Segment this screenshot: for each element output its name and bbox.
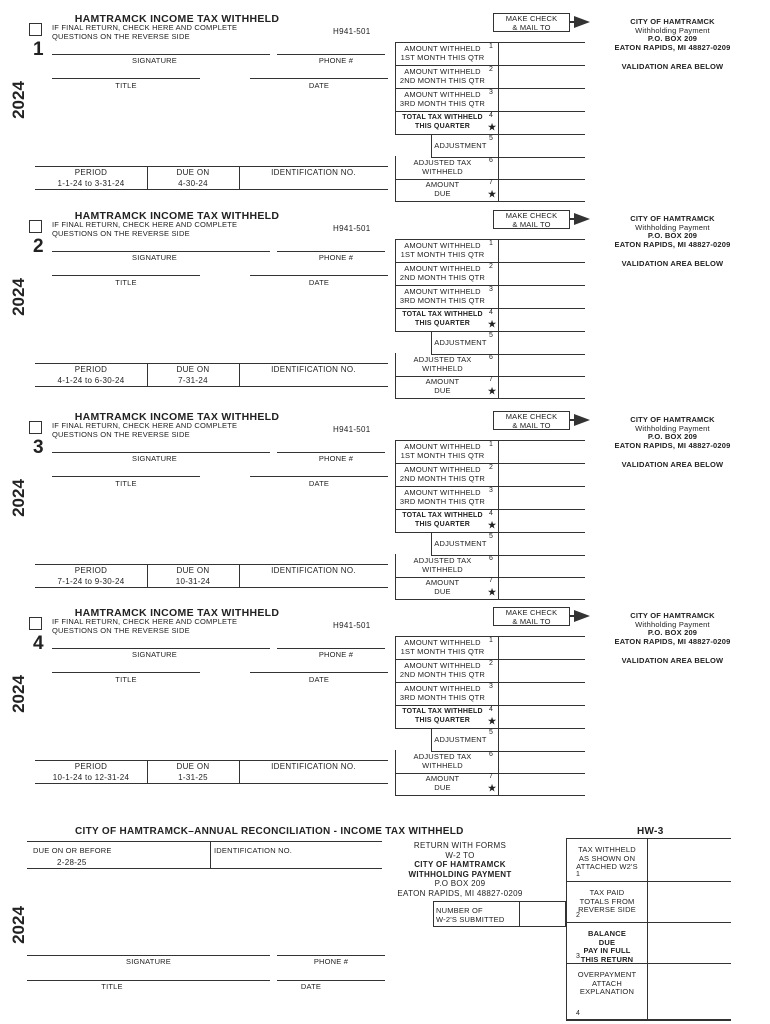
star-icon: ★ [488,783,497,793]
arrow-right-icon [574,16,590,28]
amount-field-6[interactable] [500,555,584,576]
line-label-1: AMOUNT WITHHELD 1ST MONTH THIS QTR [400,44,485,62]
final-return-line1: IF FINAL RETURN, CHECK HERE AND COMPLETE [52,23,238,32]
annual-box-label-2: TAX PAID TOTALS FROM REVERSE SIDE [578,888,636,914]
identification-label: IDENTIFICATION NO. [271,168,356,177]
amount-field-3[interactable] [500,683,584,704]
validation-area-label: VALIDATION AREA BELOW [621,259,724,268]
line-label-2: AMOUNT WITHHELD 2ND MONTH THIS QTR [399,67,486,85]
phone-field[interactable] [277,439,385,451]
signature-field[interactable] [52,635,270,647]
line-label-5: ADJUSTMENT [434,338,487,347]
amount-field-3[interactable] [500,487,584,508]
annual-amount-field-4[interactable] [649,964,729,1019]
annual-box-label-1: TAX WITHHELD AS SHOWN ON ATTACHED W2'S [576,845,638,871]
line-number-7: 7 [489,376,493,383]
line-label-2: AMOUNT WITHHELD 2ND MONTH THIS QTR [399,661,486,679]
line-label-4: TOTAL TAX WITHHELD THIS QUARTER [402,311,483,327]
date-label: DATE [308,278,330,287]
signature-field[interactable] [52,238,270,250]
line-number-6: 6 [489,354,493,361]
voucher-title: HAMTRAMCK INCOME TAX WITHHELD [74,13,280,25]
line-label-4: TOTAL TAX WITHHELD THIS QUARTER [402,708,483,724]
title-label: TITLE [115,675,137,684]
line-number-5: 5 [489,135,493,142]
final-return-line2: QUESTIONS ON THE REVERSE SIDE [52,430,190,439]
title-label: TITLE [115,81,137,90]
line-label-3: AMOUNT WITHHELD 3RD MONTH THIS QTR [399,488,486,506]
amount-field-2[interactable] [500,660,584,681]
amount-field-2[interactable] [500,263,584,284]
annual-phone-field[interactable] [277,941,385,954]
voucher-year: 2024 [9,675,28,713]
form-code: H941-501 [333,27,371,36]
amount-field-1[interactable] [500,240,584,261]
period-label: PERIOD [74,566,108,575]
line-number-3: 3 [489,89,493,96]
amount-field-5[interactable] [500,135,584,156]
annual-box-label-4: OVERPAYMENT ATTACH EXPLANATION [577,970,637,996]
title-label: TITLE [115,479,137,488]
star-icon: ★ [488,189,497,199]
line-number-2: 2 [489,66,493,73]
line-label-4: TOTAL TAX WITHHELD THIS QUARTER [402,114,483,130]
signature-field[interactable] [52,439,270,451]
line-label-2: AMOUNT WITHHELD 2ND MONTH THIS QTR [399,465,486,483]
validation-area-label: VALIDATION AREA BELOW [621,460,724,469]
final-return-checkbox[interactable] [29,421,42,434]
line-label-4: TOTAL TAX WITHHELD THIS QUARTER [402,512,483,528]
arrow-right-icon [574,414,590,426]
amount-field-3[interactable] [500,286,584,307]
annual-reconciliation [0,820,770,1024]
line-label-1: AMOUNT WITHHELD 1ST MONTH THIS QTR [400,638,485,656]
form-code: H941-501 [333,425,371,434]
line-label-6: ADJUSTED TAX WITHHELD [413,556,472,574]
period-label: PERIOD [74,762,108,771]
period-value: 10-1-24 to 12-31-24 [52,773,130,782]
due-on-value: 4-30-24 [178,179,208,188]
star-icon: ★ [488,386,497,396]
line-label-1: AMOUNT WITHHELD 1ST MONTH THIS QTR [400,241,485,259]
due-on-value: 1-31-25 [178,773,208,782]
line-number-7: 7 [489,179,493,186]
final-return-line1: IF FINAL RETURN, CHECK HERE AND COMPLETE [52,421,238,430]
annual-due-value: 2-28-25 [57,858,87,867]
voucher-year: 2024 [9,81,28,119]
line-number-2: 2 [489,263,493,270]
amount-field-1[interactable] [500,637,584,658]
line-label-3: AMOUNT WITHHELD 3RD MONTH THIS QTR [399,684,486,702]
annual-box-number-4: 4 [576,1010,580,1017]
line-label-1: AMOUNT WITHHELD 1ST MONTH THIS QTR [400,442,485,460]
line-label-5: ADJUSTMENT [434,141,487,150]
make-check-label: MAKE CHECK & MAIL TO [505,211,558,229]
line-label-5: ADJUSTMENT [434,539,487,548]
identification-field[interactable] [241,771,386,782]
arrow-right-icon [574,213,590,225]
line-number-5: 5 [489,729,493,736]
phone-label: PHONE # [318,650,354,659]
line-number-4: 4 [489,706,493,713]
amount-field-5[interactable] [500,729,584,750]
mail-to-address: CITY OF HAMTRAMCK Withholding Payment P.O. BOX 209 EATON RAPIDS, MI 48827-0209 [614,17,731,52]
title-field[interactable] [52,262,200,274]
annual-box-number-2: 2 [576,912,580,919]
validation-area-label: VALIDATION AREA BELOW [621,656,724,665]
period-label: PERIOD [74,168,108,177]
quarterly-voucher-2 [0,205,770,400]
voucher-year: 2024 [9,479,28,517]
line-number-1: 1 [489,441,493,448]
annual-id-field[interactable] [212,856,380,868]
line-label-6: ADJUSTED TAX WITHHELD [413,158,472,176]
amount-field-4[interactable] [500,309,584,330]
amount-field-3[interactable] [500,89,584,110]
form-code: H941-501 [333,621,371,630]
due-on-value: 7-31-24 [178,376,208,385]
signature-label: SIGNATURE [132,454,177,463]
amount-field-7[interactable] [500,577,584,598]
line-label-7: AMOUNT DUE [425,774,460,792]
annual-due-label: DUE ON OR BEFORE [33,846,112,855]
phone-field[interactable] [277,41,385,53]
annual-box-number-1: 1 [576,871,580,878]
identification-label: IDENTIFICATION NO. [271,365,356,374]
line-number-1: 1 [489,637,493,644]
due-on-label: DUE ON [176,168,210,177]
star-icon: ★ [488,122,497,132]
line-number-1: 1 [489,240,493,247]
form-code: H941-501 [333,224,371,233]
validation-area-label: VALIDATION AREA BELOW [621,62,724,71]
annual-box-label-3: BALANCE DUE PAY IN FULL THIS RETURN [580,929,634,964]
title-field[interactable] [52,65,200,77]
title-field[interactable] [52,463,200,475]
phone-label: PHONE # [318,253,354,262]
due-on-label: DUE ON [176,762,210,771]
line-number-4: 4 [489,112,493,119]
make-check-label: MAKE CHECK & MAIL TO [505,608,558,626]
identification-field[interactable] [241,374,386,385]
final-return-checkbox[interactable] [29,617,42,630]
period-value: 4-1-24 to 6-30-24 [57,376,125,385]
line-label-7: AMOUNT DUE [425,377,460,395]
arrow-right-icon [574,610,590,622]
amount-field-4[interactable] [500,706,584,727]
phone-label: PHONE # [318,56,354,65]
date-label: DATE [308,479,330,488]
annual-year: 2024 [9,906,28,944]
quarter-number: 3 [33,437,44,458]
period-value: 7-1-24 to 9-30-24 [57,577,125,586]
signature-label: SIGNATURE [132,56,177,65]
star-icon: ★ [488,587,497,597]
amount-field-4[interactable] [500,112,584,133]
annual-box-number-3: 3 [576,953,580,960]
annual-signature-label: SIGNATURE [126,957,171,966]
annual-phone-label: PHONE # [313,957,349,966]
annual-signature-field[interactable] [27,941,270,954]
final-return-line2: QUESTIONS ON THE REVERSE SIDE [52,626,190,635]
phone-field[interactable] [277,635,385,647]
line-label-6: ADJUSTED TAX WITHHELD [413,752,472,770]
quarterly-voucher-4 [0,602,770,797]
voucher-year: 2024 [9,278,28,316]
mail-to-address: CITY OF HAMTRAMCK Withholding Payment P.O. BOX 209 EATON RAPIDS, MI 48827-0209 [614,415,731,450]
date-field[interactable] [250,262,388,274]
annual-title-label: TITLE [101,982,123,991]
annual-title-field[interactable] [27,966,270,979]
w2-count-label: NUMBER OF W-2'S SUBMITTED [436,906,505,924]
annual-amount-field-3[interactable] [649,923,729,962]
amount-field-4[interactable] [500,510,584,531]
title-label: TITLE [115,278,137,287]
amount-field-7[interactable] [500,376,584,397]
amount-field-5[interactable] [500,332,584,353]
line-label-7: AMOUNT DUE [425,578,460,596]
amount-field-6[interactable] [500,751,584,772]
star-icon: ★ [488,520,497,530]
quarter-number: 4 [33,633,44,654]
line-label-3: AMOUNT WITHHELD 3RD MONTH THIS QTR [399,90,486,108]
final-return-line1: IF FINAL RETURN, CHECK HERE AND COMPLETE [52,617,238,626]
line-number-6: 6 [489,751,493,758]
date-field[interactable] [250,65,388,77]
amount-field-2[interactable] [500,66,584,87]
final-return-checkbox[interactable] [29,220,42,233]
line-number-4: 4 [489,309,493,316]
line-number-5: 5 [489,332,493,339]
period-value: 1-1-24 to 3-31-24 [57,179,125,188]
voucher-title: HAMTRAMCK INCOME TAX WITHHELD [74,210,280,222]
amount-field-6[interactable] [500,354,584,375]
final-return-checkbox[interactable] [29,23,42,36]
phone-label: PHONE # [318,454,354,463]
annual-date-label: DATE [300,982,322,991]
final-return-line2: QUESTIONS ON THE REVERSE SIDE [52,32,190,41]
amount-field-7[interactable] [500,773,584,794]
line-number-2: 2 [489,464,493,471]
due-on-value: 10-31-24 [175,577,211,586]
make-check-label: MAKE CHECK & MAIL TO [505,14,558,32]
line-label-5: ADJUSTMENT [434,735,487,744]
quarter-number: 2 [33,236,44,257]
line-number-7: 7 [489,577,493,584]
quarter-number: 1 [33,39,44,60]
mail-to-address: CITY OF HAMTRAMCK Withholding Payment P.O. BOX 209 EATON RAPIDS, MI 48827-0209 [614,611,731,646]
annual-date-field[interactable] [277,966,385,979]
line-number-5: 5 [489,533,493,540]
line-number-4: 4 [489,510,493,517]
annual-title: CITY OF HAMTRAMCK–ANNUAL RECONCILIATION - INCOME TAX WITHHELD [75,826,464,837]
annual-amount-field-2[interactable] [649,882,729,921]
line-number-2: 2 [489,660,493,667]
identification-field[interactable] [241,177,386,188]
due-on-label: DUE ON [176,566,210,575]
line-number-3: 3 [489,286,493,293]
quarterly-voucher-3 [0,406,770,601]
final-return-line1: IF FINAL RETURN, CHECK HERE AND COMPLETE [52,220,238,229]
date-field[interactable] [250,659,388,671]
line-number-1: 1 [489,43,493,50]
line-label-7: AMOUNT DUE [425,180,460,198]
star-icon: ★ [488,716,497,726]
date-field[interactable] [250,463,388,475]
identification-field[interactable] [241,575,386,586]
mail-to-address: CITY OF HAMTRAMCK Withholding Payment P.O. BOX 209 EATON RAPIDS, MI 48827-0209 [614,214,731,249]
line-label-3: AMOUNT WITHHELD 3RD MONTH THIS QTR [399,287,486,305]
line-number-6: 6 [489,555,493,562]
signature-label: SIGNATURE [132,253,177,262]
amount-field-1[interactable] [500,43,584,64]
line-number-3: 3 [489,487,493,494]
title-field[interactable] [52,659,200,671]
identification-label: IDENTIFICATION NO. [271,762,356,771]
amount-field-1[interactable] [500,441,584,462]
annual-form-code: HW-3 [637,826,664,837]
voucher-title: HAMTRAMCK INCOME TAX WITHHELD [74,411,280,423]
make-check-label: MAKE CHECK & MAIL TO [505,412,558,430]
due-on-label: DUE ON [176,365,210,374]
amount-field-2[interactable] [500,464,584,485]
amount-field-7[interactable] [500,179,584,200]
signature-label: SIGNATURE [132,650,177,659]
line-number-6: 6 [489,157,493,164]
identification-label: IDENTIFICATION NO. [271,566,356,575]
date-label: DATE [308,675,330,684]
period-label: PERIOD [74,365,108,374]
line-number-3: 3 [489,683,493,690]
signature-field[interactable] [52,41,270,53]
annual-id-label: IDENTIFICATION NO. [214,846,293,855]
voucher-title: HAMTRAMCK INCOME TAX WITHHELD [74,607,280,619]
annual-amount-field-1[interactable] [649,839,729,880]
amount-field-5[interactable] [500,533,584,554]
star-icon: ★ [488,319,497,329]
line-label-2: AMOUNT WITHHELD 2ND MONTH THIS QTR [399,264,486,282]
annual-return-to: RETURN WITH FORMS W-2 TO CITY OF HAMTRAMCK WITHHOLDING PAYMENT P.O BOX 209 EATON RAPIDS, MI 48827-0209 [397,841,523,898]
amount-field-6[interactable] [500,157,584,178]
line-label-6: ADJUSTED TAX WITHHELD [413,355,472,373]
quarterly-voucher-1 [0,8,770,203]
date-label: DATE [308,81,330,90]
final-return-line2: QUESTIONS ON THE REVERSE SIDE [52,229,190,238]
phone-field[interactable] [277,238,385,250]
line-number-7: 7 [489,773,493,780]
